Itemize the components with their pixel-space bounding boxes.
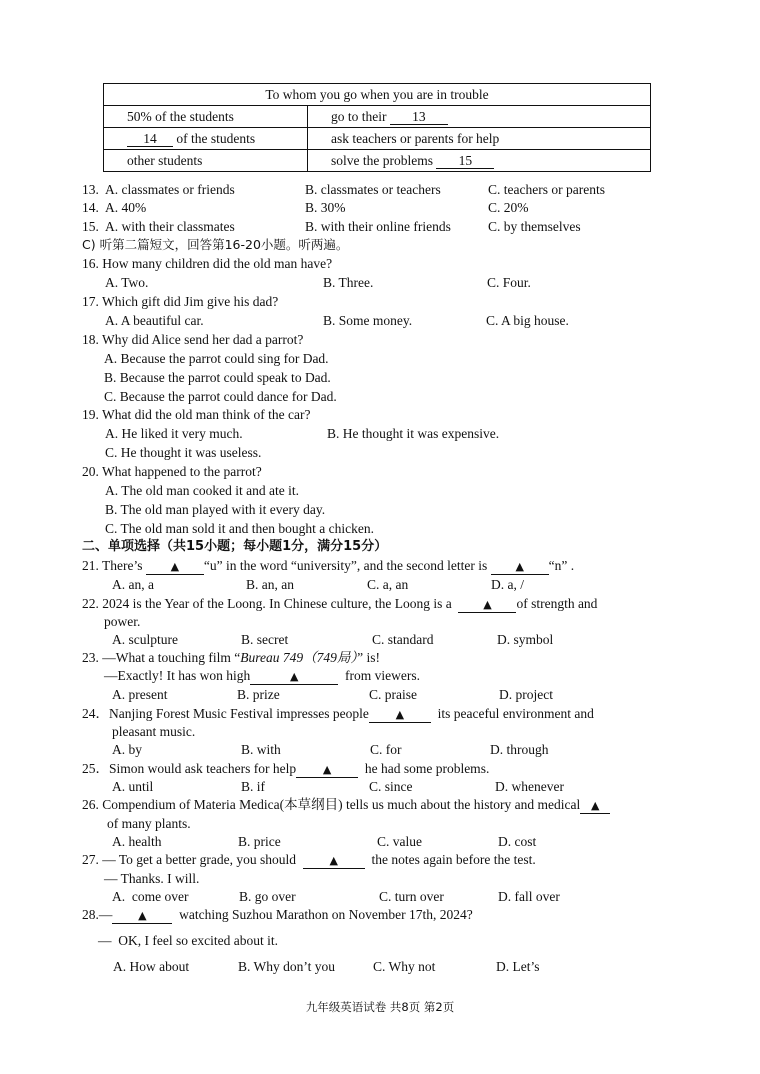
film-title: Bureau 749（749局） [240,650,358,665]
q18-option-b: B. Because the parrot could speak to Dad. [104,370,331,385]
survey-table [103,83,651,172]
q27-option-a: A. come over [112,889,189,904]
q23-blank: ▲ [250,669,338,685]
q28-blank: ▲ [112,908,172,924]
q22-blank: ▲ [458,597,516,613]
q13-num: 13. [82,182,99,197]
q14-num: 14. [82,200,99,215]
q24-stem: 24．Nanjing Forest Music Festival impresses people ▲ its peaceful environment and [82,706,594,721]
q17-option-c: C. A big house. [486,313,569,328]
q19-option-a: A. He liked it very much. [105,426,243,441]
section-c-instruction: C) 听第二篇短文，回答第16-20小题。听两遍。 [82,237,349,252]
q15-option-a: A. with their classmates [105,219,235,234]
q25-option-b: B. if [241,779,266,794]
q28-stem-2: — OK, I feel so excited about it. [98,933,278,948]
q21-option-a: A. an, a [112,577,154,592]
page-footer: 九年级英语试卷 共8页 第2页 [305,1000,455,1014]
q21-blank-2: ▲ [491,559,549,575]
q14-option-c: C. 20% [488,200,529,215]
table-cell-left-3: other students [104,150,308,172]
q27-stem: 27. — To get a better grade, you should ▲ the notes again before the test. [82,852,536,867]
q26-option-a: A. health [112,834,162,849]
q25-blank: ▲ [296,762,358,778]
q22-option-c: C. standard [372,632,434,647]
q15-option-c: C. by themselves [488,219,581,234]
q14-option-a: A. 40% [105,200,147,215]
table-cell-right-2: ask teachers or parents for help [308,128,651,150]
q24-blank: ▲ [369,707,431,723]
q17-option-a: A. A beautiful car. [105,313,204,328]
q24-option-c: C. for [370,742,402,757]
q28-option-d: D. Let’s [496,959,540,974]
q13-option-c: C. teachers or parents [488,182,605,197]
q23-stem-2: —Exactly! It has won high ▲ from viewers. [104,668,420,683]
q15-option-b: B. with their online friends [305,219,451,234]
q17-stem: 17. Which gift did Jim give his dad? [82,294,279,309]
q27-blank: ▲ [303,853,365,869]
q27-option-c: C. turn over [379,889,444,904]
table-header: To whom you go when you are in trouble [104,84,651,106]
q19-option-b: B. He thought it was expensive. [327,426,500,441]
q24-option-d: D. through [490,742,549,757]
q24-option-a: A. by [112,742,142,757]
q24-stem-cont: pleasant music. [112,724,196,739]
q26-option-d: D. cost [498,834,537,849]
q23-option-b: B. prize [237,687,280,702]
q24-option-b: B. with [241,742,281,757]
q20-stem: 20. What happened to the parrot? [82,464,262,479]
q13-option-b: B. classmates or teachers [305,182,441,197]
q23-option-a: A. present [112,687,168,702]
q26-stem-cont: of many plants. [107,816,191,831]
q18-stem: 18. Why did Alice send her dad a parrot? [82,332,304,347]
q28-stem: 28.— ▲ watching Suzhou Marathon on November 17th, 2024? [82,907,473,922]
q21-option-d: D. a, / [491,577,524,592]
q21-option-b: B. an, an [246,577,294,592]
q25-option-a: A. until [112,779,154,794]
answer-blank-13: 13 [390,109,448,125]
q22-stem-cont: power. [104,614,141,629]
q19-stem: 19. What did the old man think of the car? [82,407,311,422]
section-2-heading: 二、单项选择（共15小题；每小题1分，满分15分） [82,539,388,554]
q25-option-c: C. since [369,779,413,794]
q17-option-b: B. Some money. [323,313,413,328]
q26-option-b: B. price [238,834,281,849]
q28-option-c: C. Why not [373,959,436,974]
q22-option-a: A. sculpture [112,632,178,647]
q21-blank-1: ▲ [146,559,204,575]
q28-option-b: B. Why don’t you [238,959,336,974]
q22-option-d: D. symbol [497,632,554,647]
q27-option-b: B. go over [239,889,296,904]
q16-stem: 16. How many children did the old man have? [82,256,333,271]
q20-option-a: A. The old man cooked it and ate it. [105,483,299,498]
answer-blank-15: 15 [436,153,494,169]
q23-option-c: C. praise [369,687,417,702]
q22-stem: 22. 2024 is the Year of the Loong. In Chinese culture, the Loong is a ▲ of strength and [82,596,598,611]
q18-option-c: C. Because the parrot could dance for Dad. [104,389,337,404]
q13-option-a: A. classmates or friends [105,182,235,197]
q26-option-c: C. value [377,834,422,849]
q23-option-d: D. project [499,687,553,702]
q23-stem: 23. —What a touching film “Bureau 749（749局）” is! [82,650,380,665]
q26-stem: 26. Compendium of Materia Medica(本草纲目) tells us much about the history and medical ▲ [82,797,610,814]
q21-stem: 21. There’s ▲ “u” in the word “university”, and the second letter is ▲ “n” . [82,558,575,573]
table-cell-right-3: solve the problems 15 [308,150,651,172]
q25-option-d: D. whenever [495,779,564,794]
q16-option-b: B. Three. [323,275,374,290]
q14-option-b: B. 30% [305,200,346,215]
q26-blank: ▲ [580,798,610,814]
q25-stem: 25．Simon would ask teachers for help ▲ he had some problems. [82,761,490,776]
table-cell-left-2: 14 of the students [104,128,308,150]
q21-option-c: C. a, an [367,577,409,592]
q20-option-c: C. The old man sold it and then bought a chicken. [105,521,374,536]
q19-option-c: C. He thought it was useless. [105,445,262,460]
q22-option-b: B. secret [241,632,289,647]
q20-option-b: B. The old man played with it every day. [105,502,326,517]
q28-option-a: A. How about [113,959,190,974]
q15-num: 15. [82,219,99,234]
answer-blank-14: 14 [127,131,173,147]
table-cell-left-1: 50% of the students [104,106,308,128]
q27-stem-2: — Thanks. I will. [104,871,200,886]
q18-option-a: A. Because the parrot could sing for Dad. [104,351,329,366]
q16-option-a: A. Two. [105,275,149,290]
q16-option-c: C. Four. [487,275,531,290]
table-cell-right-1: go to their 13 [308,106,651,128]
q27-option-d: D. fall over [498,889,560,904]
